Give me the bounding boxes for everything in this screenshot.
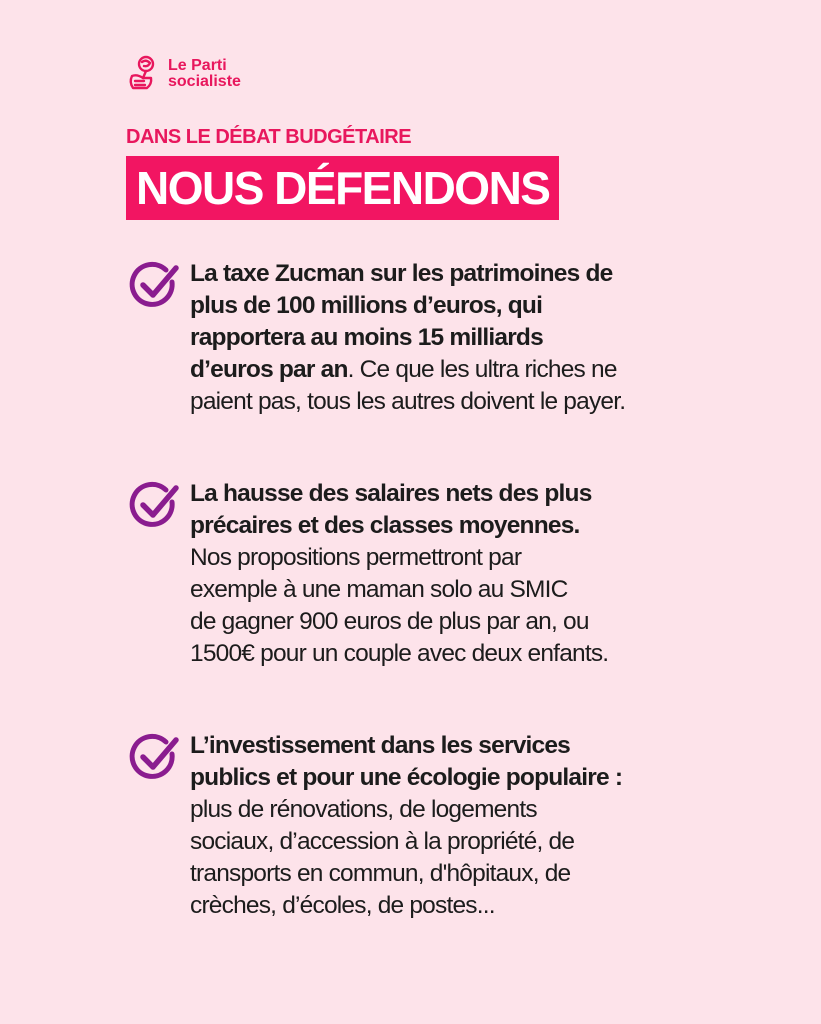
party-name-line2: socialiste (168, 73, 241, 90)
item-normal-line: 1500€ pour un couple avec deux enfants. (190, 640, 609, 667)
item-text (190, 730, 746, 922)
item-mixed-rest: . Ce que les ultra riches ne (347, 356, 617, 383)
item-text (190, 478, 746, 670)
party-name-line1: Le Parti (168, 57, 227, 74)
item-normal-line: exemple à une maman solo au SMIC (190, 576, 568, 603)
check-circle-icon (126, 480, 182, 530)
party-logo (126, 54, 241, 94)
list-item (126, 730, 746, 922)
item-bold-line: La taxe Zucman sur les patrimoines de (190, 260, 613, 287)
list-item (126, 258, 746, 418)
item-bold-line: rapportera au moins 15 milliards (190, 324, 543, 351)
item-normal-line: sociaux, d’accession à la propriété, de (190, 828, 575, 855)
item-bold-line: L’investissement dans les services (190, 732, 571, 759)
item-bold-line: La hausse des salaires nets des plus (190, 480, 592, 507)
item-normal-line: de gagner 900 euros de plus par an, ou (190, 608, 589, 635)
item-mixed-bold: d’euros par an (190, 356, 348, 383)
item-mixed-line (190, 354, 746, 386)
item-normal-line: plus de rénovations, de logements (190, 796, 537, 823)
item-normal-line: transports en commun, d'hôpitaux, de (190, 860, 571, 887)
kicker: DANS LE DÉBAT BUDGÉTAIRE (126, 126, 412, 148)
check-circle-icon (126, 260, 182, 310)
party-name (168, 58, 241, 90)
list-item (126, 478, 746, 670)
item-bold-line: plus de 100 millions d’euros, qui (190, 292, 543, 319)
check-circle-icon (126, 732, 182, 782)
item-normal-line: Nos propositions permettront par (190, 544, 522, 571)
fist-rose-icon (126, 54, 162, 94)
item-text (190, 258, 746, 418)
item-bold-line: précaires et des classes moyennes. (190, 512, 580, 539)
item-normal-line: crèches, d’écoles, de postes... (190, 892, 495, 919)
item-normal-line: paient pas, tous les autres doivent le payer. (190, 388, 626, 415)
item-bold-line: publics et pour une écologie populaire : (190, 764, 623, 791)
headline: NOUS DÉFENDONS (126, 156, 559, 220)
